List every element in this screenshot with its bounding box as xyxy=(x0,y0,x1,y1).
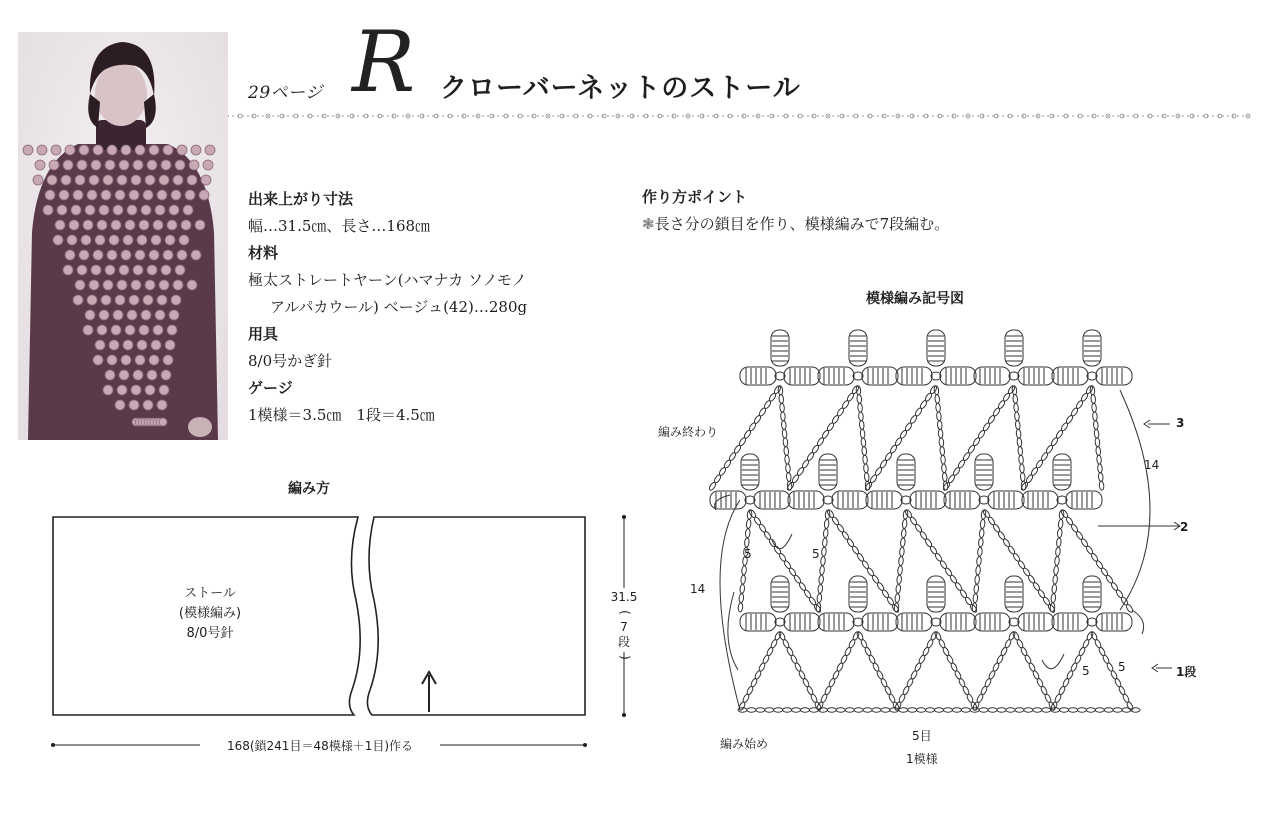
chain-count-5-c: 5 xyxy=(1082,664,1090,678)
chain-count-14-right: 14 xyxy=(1144,458,1160,472)
repeat-label: 1模様 xyxy=(906,752,938,766)
stole-label-line1: ストール xyxy=(184,586,236,601)
points-block xyxy=(642,184,1162,238)
height-paren-bottom: ) xyxy=(617,655,632,660)
height-rows-unit: 段 xyxy=(617,635,630,649)
material-line-1: 極太ストレートヤーン(ハマナカ ソノモノ xyxy=(248,271,527,289)
height-dimension xyxy=(604,590,644,665)
stole-label-line2: (模様編み) xyxy=(178,606,242,621)
stole-label-line3: 8/0号針 xyxy=(186,626,234,641)
page-title: クローバーネットのストール xyxy=(440,73,801,104)
chain-count-5-a: 5 xyxy=(744,547,752,561)
pattern-letter: R xyxy=(352,13,416,111)
spec-block xyxy=(248,186,628,429)
size-value: 幅…31.5㎝、長さ…168㎝ xyxy=(248,217,431,235)
bottom-dimension-label: 168(鎖241目＝48模様＋1目)作る xyxy=(226,739,414,753)
height-paren-top: ( xyxy=(617,610,632,615)
repeat-stitch-count: 5目 xyxy=(912,729,932,743)
material-heading: 材料 xyxy=(248,244,279,262)
height-rows-number: 7 xyxy=(620,620,628,634)
height-number: 31.5 xyxy=(610,590,638,604)
start-label: 編み始め xyxy=(720,737,769,751)
knitting-method-title: 編み方 xyxy=(288,481,330,497)
points-heading: 作り方ポイント xyxy=(642,188,748,206)
model-photo xyxy=(18,32,228,440)
end-label: 編み終わり xyxy=(658,425,719,439)
tools-value: 8/0号かぎ針 xyxy=(248,352,333,370)
chain-count-5-b: 5 xyxy=(812,547,820,561)
material-line-2: アルパカウール) ベージュ(42)…280g xyxy=(270,298,528,316)
stole-schematic xyxy=(40,500,640,762)
stitch-symbol-chart xyxy=(680,320,1220,760)
stole-label xyxy=(150,584,270,644)
row-3-label: 3 xyxy=(1176,416,1185,430)
points-line xyxy=(642,211,1162,238)
chain-count-14-left: 14 xyxy=(690,582,706,596)
row-2-label: 2 xyxy=(1180,520,1189,534)
gauge-heading: ゲージ xyxy=(248,379,293,397)
stitch-chart-title: 模様編み記号図 xyxy=(866,291,964,307)
gauge-value: 1模様＝3.5㎝ 1段＝4.5㎝ xyxy=(248,406,435,424)
flower-bullet-icon: ❃ xyxy=(642,215,655,233)
size-heading: 出来上がり寸法 xyxy=(248,190,354,208)
row-1-label: 1段 xyxy=(1176,665,1197,679)
chain-count-5-d: 5 xyxy=(1118,660,1126,674)
page-reference: 29ページ xyxy=(248,83,323,103)
points-text: 長さ分の鎖目を作り、模様編みで7段編む。 xyxy=(654,215,950,233)
tools-heading: 用具 xyxy=(248,325,279,343)
decorative-dotted-line xyxy=(222,111,1252,121)
